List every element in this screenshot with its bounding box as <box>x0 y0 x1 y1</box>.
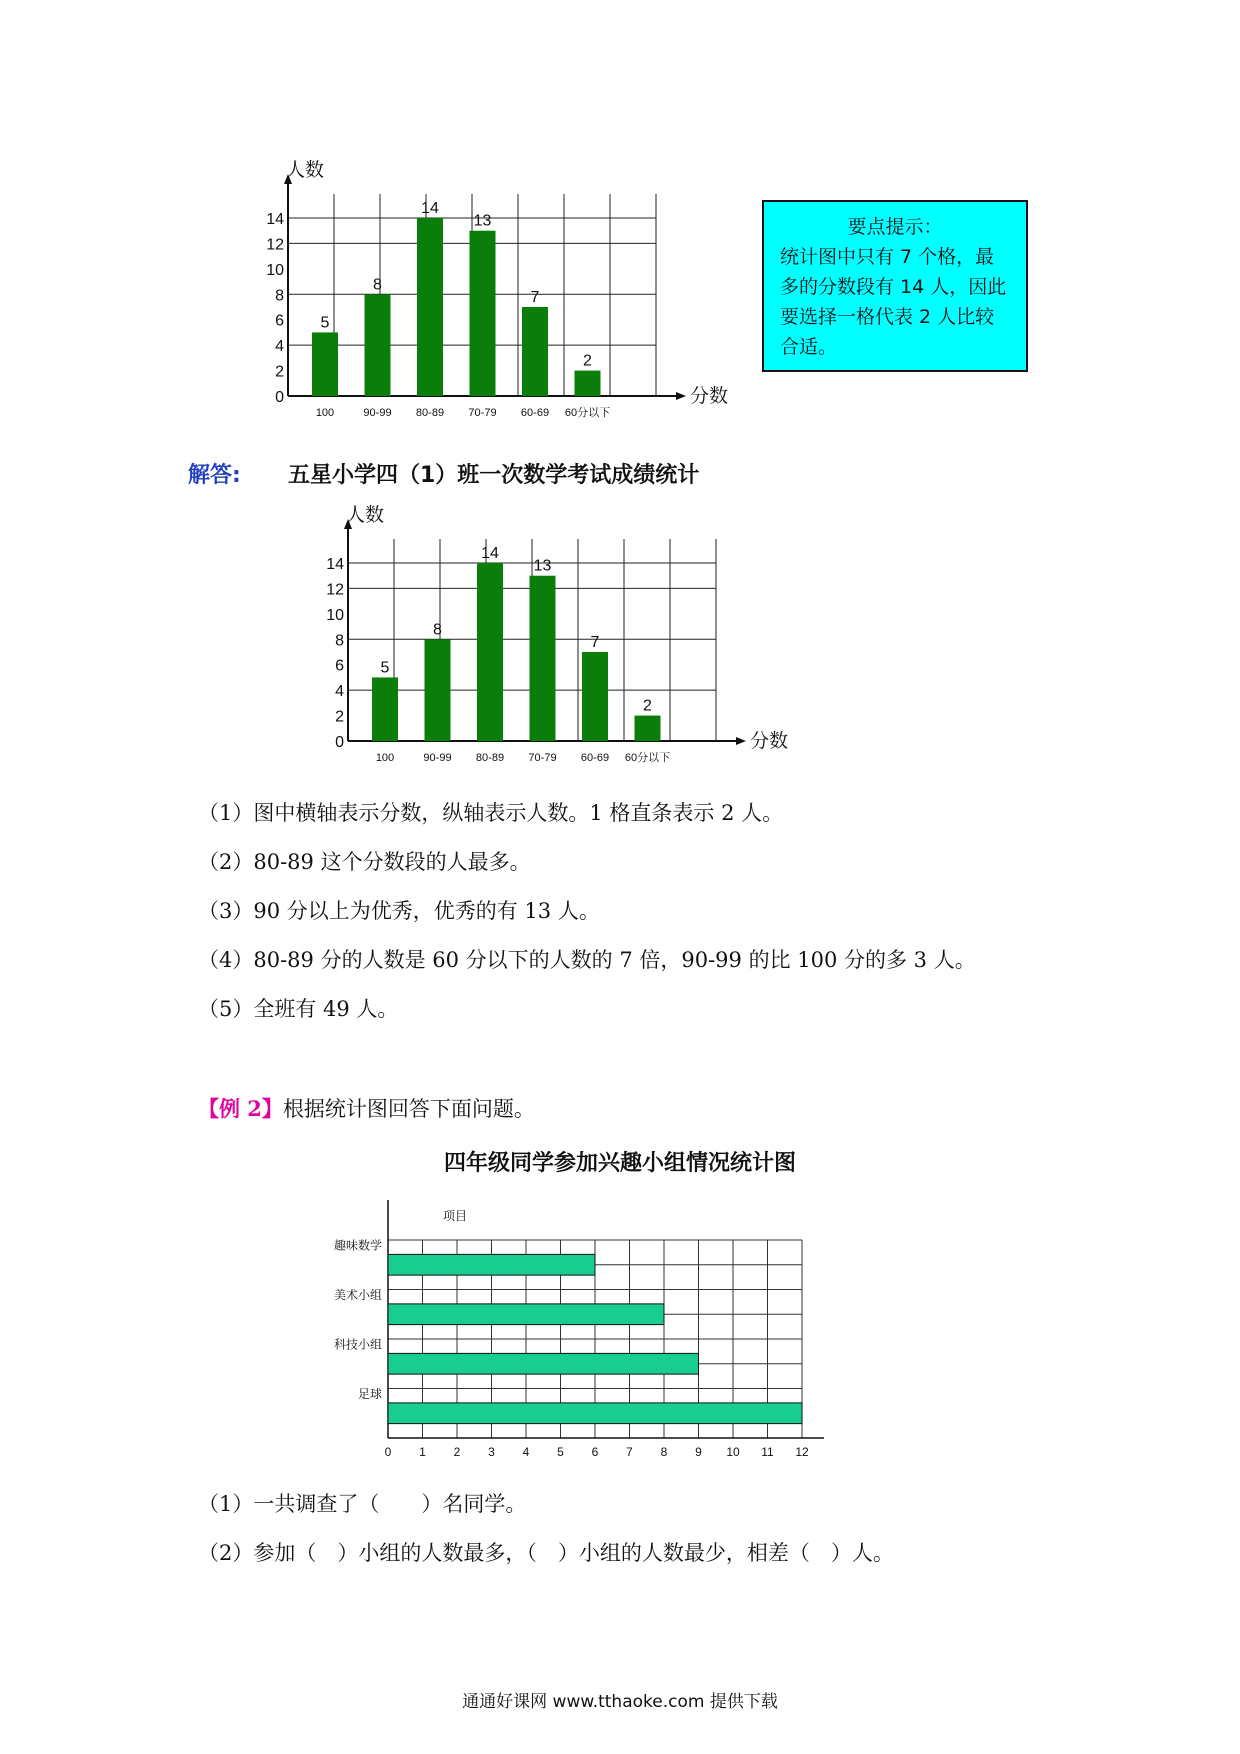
h-xtick: 0 <box>384 1445 392 1459</box>
c2-ylabel: 人数 <box>346 505 385 526</box>
h-bar <box>388 1403 802 1424</box>
c2-data-label: 8 <box>433 621 442 639</box>
c1-ytick: 14 <box>266 211 284 228</box>
h-bar <box>388 1254 595 1275</box>
example2-line <box>198 1093 535 1123</box>
h-category-label: 趣味数学 <box>333 1238 382 1253</box>
hint-text: 统计图中只有 7 个格，最多的分数段有 14 人，因此要选择一格代表 2 人比较合适。 <box>780 246 1007 358</box>
c1-ytick: 6 <box>275 312 284 330</box>
c2-xtick: 100 <box>375 752 395 764</box>
c1-data-label: 5 <box>320 314 330 332</box>
c2-xtick: 60分以下 <box>624 752 671 764</box>
c2-data-label: 2 <box>643 697 652 715</box>
c2-data-label: 7 <box>590 634 600 651</box>
h-xtick: 2 <box>453 1445 461 1459</box>
h-xtick: 6 <box>591 1445 599 1459</box>
h-category-label: 足球 <box>357 1386 382 1401</box>
score-bar-chart-1 <box>258 160 729 420</box>
example2-tag: 【例 2】 <box>198 1096 283 1121</box>
point-3: （3）90 分以上为优秀，优秀的有 13 人。 <box>198 899 600 923</box>
point-4: （4）80-89 分的人数是 60 分以下的人数的 7 倍，90-99 的比 100 分的多 3 人。 <box>198 948 976 972</box>
h-xtick: 1 <box>419 1445 426 1459</box>
c2-xlabel: 分数 <box>750 731 789 752</box>
h-xtick: 12 <box>795 1445 809 1459</box>
c1-bar <box>365 294 391 396</box>
c2-x-arrow <box>736 737 746 745</box>
c2-bar <box>635 716 661 741</box>
c1-bar <box>522 307 548 396</box>
c1-ytick: 10 <box>266 261 284 279</box>
h-bar <box>388 1353 699 1374</box>
c1-xtick: 90-99 <box>363 407 392 419</box>
point-1: （1）图中横轴表示分数，纵轴表示人数。1 格直条表示 2 人。 <box>198 801 784 825</box>
c1-x-arrow <box>676 392 686 400</box>
c2-ytick: 10 <box>326 606 344 624</box>
c1-ytick: 2 <box>275 363 284 381</box>
c1-data-label: 13 <box>473 212 492 230</box>
c1-xtick: 80-89 <box>415 407 445 419</box>
point-5: （5）全班有 49 人。 <box>198 997 399 1021</box>
answer-label: 解答: <box>188 463 241 488</box>
c2-xtick: 60-69 <box>580 752 610 764</box>
c2-data-label: 13 <box>533 557 552 575</box>
h-xtick: 10 <box>726 1445 740 1459</box>
c1-xlabel: 分数 <box>690 386 729 407</box>
c2-bar <box>372 677 398 741</box>
c1-xtick: 60分以下 <box>564 407 611 419</box>
answer-title: 五星小学四（1）班一次数学考试成绩统计 <box>288 463 700 488</box>
c1-ytick: 4 <box>275 338 284 356</box>
c1-xtick: 100 <box>315 407 335 419</box>
example2-text: 根据统计图回答下面问题。 <box>282 1097 535 1121</box>
score-bar-chart-2 <box>318 505 789 765</box>
h-xtick: 11 <box>761 1445 774 1459</box>
hint-box <box>762 200 1028 372</box>
h-bar <box>388 1304 664 1325</box>
c2-xtick: 80-89 <box>475 752 505 764</box>
c1-xtick: 60-69 <box>520 407 550 419</box>
c2-ytick: 8 <box>335 632 344 650</box>
h-category-label: 美术小组 <box>333 1287 382 1302</box>
c2-xtick: 90-99 <box>423 752 452 764</box>
hint-title: 要点提示： <box>847 216 943 238</box>
c1-bar <box>312 332 338 396</box>
c1-data-label: 8 <box>373 276 382 294</box>
c2-bar <box>582 652 608 741</box>
question-2: （2）参加（ ）小组的人数最多，（ ）小组的人数最少，相差（ ）人。 <box>198 1541 894 1565</box>
c1-data-label: 7 <box>530 289 540 306</box>
c2-data-label: 14 <box>481 545 499 562</box>
c2-xtick: 70-79 <box>528 752 557 764</box>
c2-data-label: 5 <box>380 659 390 677</box>
c2-ytick: 2 <box>335 708 344 726</box>
h-category-label: 科技小组 <box>333 1337 382 1352</box>
c2-ytick: 4 <box>335 683 344 701</box>
h-xtick: 4 <box>522 1445 530 1459</box>
point-2: （2）80-89 这个分数段的人最多。 <box>198 850 531 874</box>
c2-ytick: 0 <box>335 734 344 751</box>
c2-bar <box>425 639 451 741</box>
interest-chart-title: 四年级同学参加兴趣小组情况统计图 <box>443 1151 796 1176</box>
c1-ytick: 12 <box>266 236 284 254</box>
h-xtick: 7 <box>626 1445 633 1459</box>
h-xtick: 5 <box>557 1445 564 1459</box>
c1-data-label: 2 <box>583 352 592 370</box>
c1-data-label: 14 <box>421 200 439 217</box>
c1-bar <box>417 218 443 396</box>
c2-bar <box>530 576 556 741</box>
c2-ytick: 6 <box>335 657 344 675</box>
c1-ytick: 8 <box>275 287 284 305</box>
h-ylabel: 项目 <box>443 1209 468 1223</box>
question-1: （1）一共调查了（ ）名同学。 <box>198 1492 527 1516</box>
h-xtick: 9 <box>695 1445 702 1459</box>
h-xtick: 3 <box>488 1445 495 1459</box>
c1-ytick: 0 <box>275 389 284 406</box>
c2-ytick: 12 <box>326 581 344 599</box>
c1-bar <box>575 371 601 396</box>
c2-bar <box>477 563 503 741</box>
c1-ylabel: 人数 <box>286 160 325 181</box>
c1-bar <box>470 231 496 396</box>
page-footer: 通通好课网 www.tthaoke.com 提供下载 <box>462 1692 778 1712</box>
c1-xtick: 70-79 <box>468 407 497 419</box>
interest-group-bar-chart <box>333 1190 890 1470</box>
h-xtick: 8 <box>660 1445 668 1459</box>
c2-ytick: 14 <box>326 556 344 573</box>
